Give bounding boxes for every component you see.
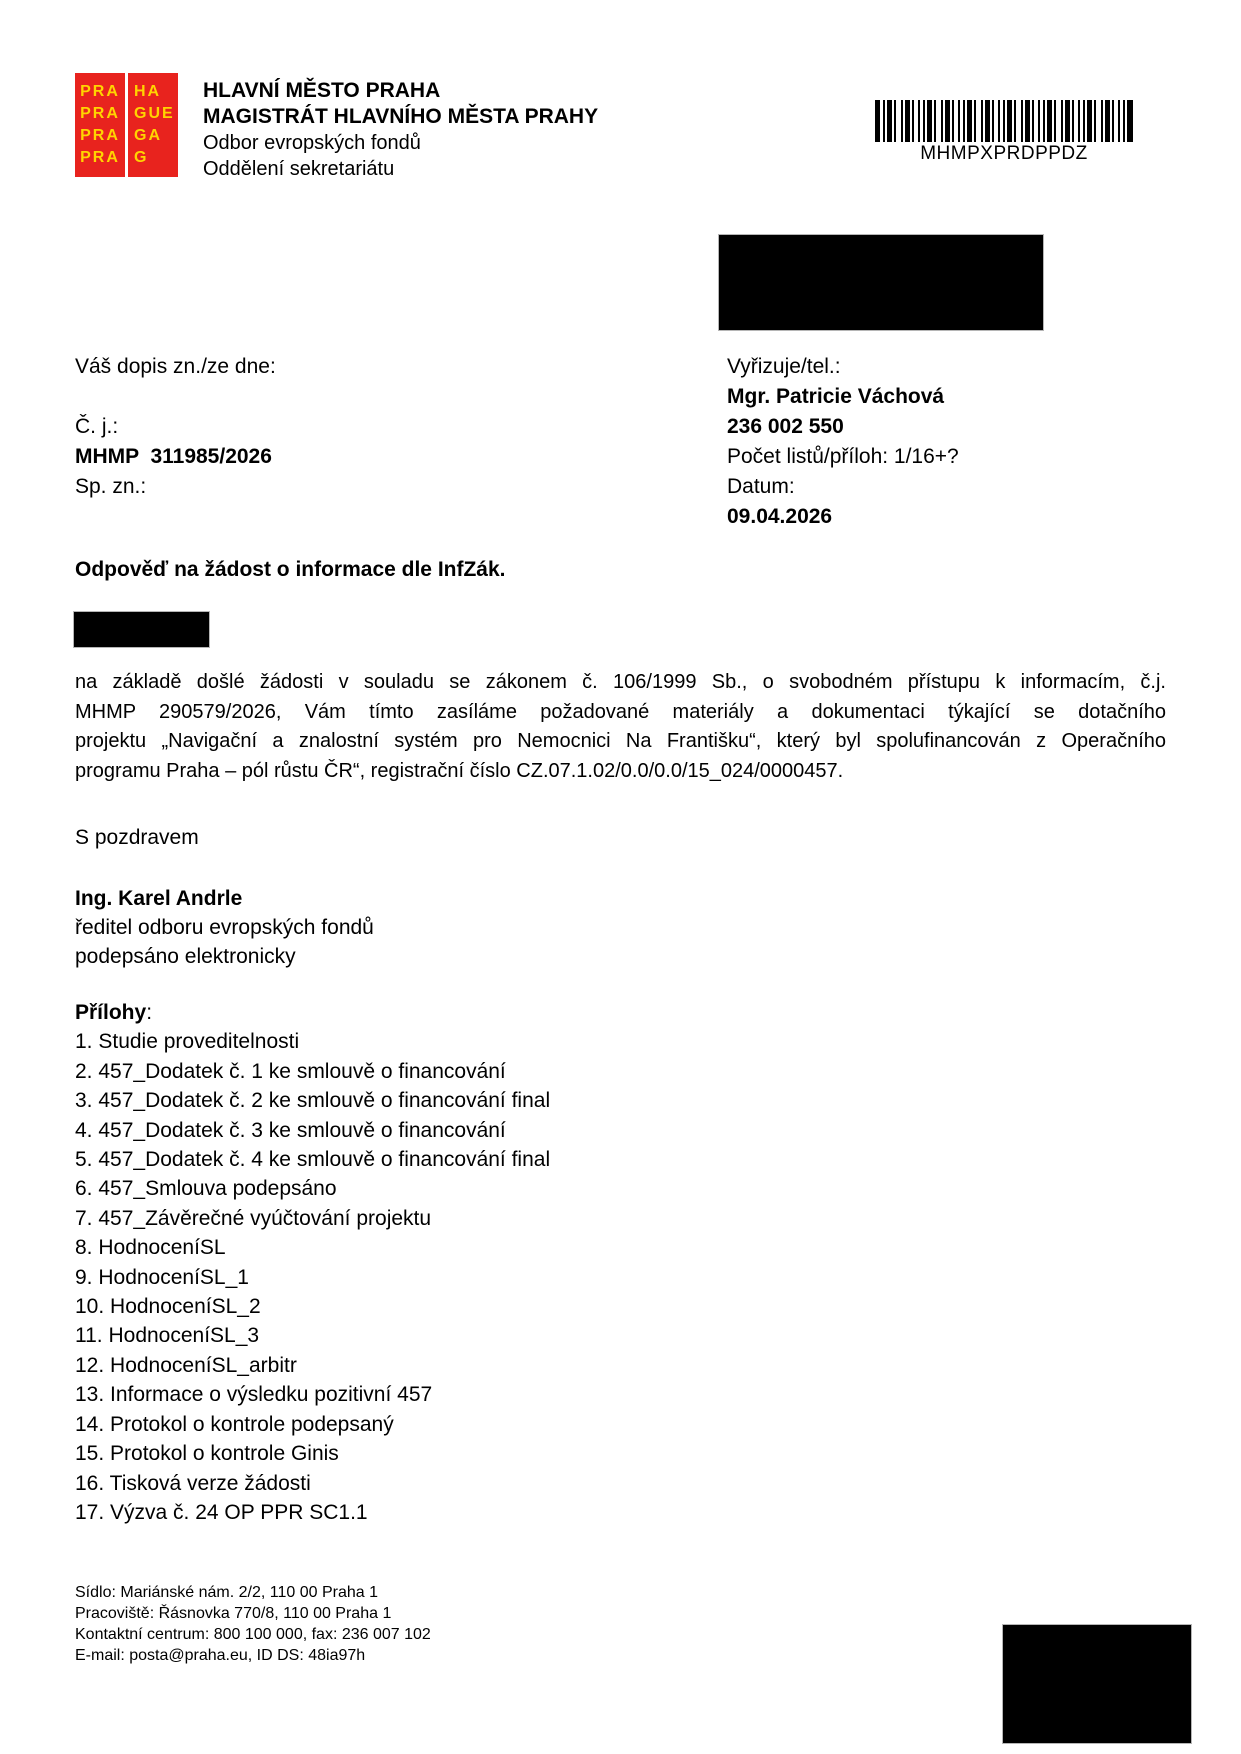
- logo-text-row: PRA: [80, 105, 120, 122]
- logo-text-row: G: [134, 149, 149, 166]
- attachment-item: 3. 457_Dodatek č. 2 ke smlouvě o financování final: [75, 1089, 551, 1113]
- attachment-item: 7. 457_Závěrečné vyúčtování projektu: [75, 1206, 432, 1230]
- barcode-text: MHMPXPRDPPDZ: [920, 143, 1088, 164]
- file-number-value: MHMP 311985/2026: [75, 445, 272, 468]
- handler-name: Mgr. Patricie Váchová: [727, 385, 945, 408]
- attachments-colon: :: [146, 1001, 153, 1024]
- praha-logo-icon: [75, 73, 178, 177]
- attachment-item: 13. Informace o výsledku pozitivní 457: [75, 1383, 433, 1407]
- attachment-item: 14. Protokol o kontrole podepsaný: [75, 1412, 394, 1436]
- redaction-salutation: [73, 611, 210, 648]
- attachment-item: 8. HodnoceníSL: [75, 1236, 226, 1260]
- footer-line-email: E-mail: posta@praha.eu, ID DS: 48ia97h: [75, 1647, 366, 1664]
- handler-phone: 236 002 550: [727, 415, 844, 438]
- signer-name: Ing. Karel Andrle: [75, 887, 243, 910]
- attachment-item: 11. HodnoceníSL_3: [75, 1324, 260, 1348]
- attachment-item: 2. 457_Dodatek č. 1 ke smlouvě o financování: [75, 1059, 506, 1083]
- attachments-heading: [75, 998, 550, 1027]
- barcode: [875, 100, 1133, 165]
- logo-text-row: PRA: [80, 127, 120, 144]
- signature-block: [75, 884, 374, 971]
- signer-title: ředitel odboru evropských fondů: [75, 916, 374, 939]
- attachment-item: 5. 457_Dodatek č. 4 ke smlouvě o financování final: [75, 1148, 551, 1172]
- body-paragraph-line: na základě došlé žádosti v souladu se zákonem č. 106/1999 Sb., o svobodném přístupu k informacím, č.j.: [75, 671, 1166, 693]
- praha-logo-right-column: [128, 73, 178, 177]
- subject-line: Odpověď na žádost o informace dle InfZák.: [75, 558, 506, 581]
- footer-line-workplace: Pracoviště: Řásnovka 770/8, 110 00 Praha 1: [75, 1605, 392, 1622]
- attachment-item: 6. 457_Smlouva podepsáno: [75, 1177, 337, 1201]
- closing-phrase: S pozdravem: [75, 826, 199, 849]
- redaction-signature-stamp: [1002, 1624, 1192, 1744]
- footer-line-contact: Kontaktní centrum: 800 100 000, fax: 236 007 102: [75, 1626, 431, 1643]
- barcode-image: [875, 100, 1133, 142]
- spacer: [75, 382, 276, 412]
- footer-line-seat: Sídlo: Mariánské nám. 2/2, 110 00 Praha 1: [75, 1584, 378, 1601]
- logo-text-row: PRA: [80, 83, 120, 100]
- body-paragraph-line: MHMP 290579/2026, Vám tímto zasíláme požadované materiály a dokumentaci týkající se dotačního: [75, 700, 1166, 723]
- letterhead: [203, 78, 598, 182]
- redaction-recipient-address: [718, 234, 1044, 331]
- attachment-item: 10. HodnoceníSL_2: [75, 1295, 261, 1319]
- praha-logo-left-column: [75, 73, 125, 177]
- reference-right-column: [727, 352, 959, 532]
- attachment-item: 1. Studie proveditelnosti: [75, 1030, 300, 1054]
- your-letter-label: Váš dopis zn./ze dne:: [75, 355, 276, 378]
- handler-label: Vyřizuje/tel.:: [727, 355, 841, 378]
- date-value: 09.04.2026: [727, 505, 833, 528]
- org-name-line-1: HLAVNÍ MĚSTO PRAHA: [203, 79, 441, 102]
- attachments-section: [75, 998, 550, 1527]
- reference-left-column: [75, 352, 276, 502]
- attachment-item: 16. Tisková verze žádosti: [75, 1471, 311, 1495]
- logo-text-row: PRA: [80, 149, 120, 166]
- attachments-label: Přílohy: [75, 1001, 147, 1024]
- logo-text-row: GA: [134, 127, 162, 144]
- logo-text-row: HA: [134, 83, 162, 100]
- attachment-item: 9. HodnoceníSL_1: [75, 1265, 249, 1289]
- footer-contact-block: [75, 1582, 431, 1666]
- date-label: Datum:: [727, 475, 795, 498]
- body-paragraph-line: programu Praha – pól růstu ČR“, registrační číslo CZ.07.1.02/0.0/0.0/15_024/0000457.: [75, 759, 844, 782]
- org-department-line: Odbor evropských fondů: [203, 132, 421, 154]
- attachment-item: 12. HodnoceníSL_arbitr: [75, 1353, 297, 1377]
- file-number-label: Č. j.:: [75, 415, 119, 438]
- org-unit-line: Oddělení sekretariátu: [203, 158, 395, 180]
- body-paragraph: [75, 668, 1166, 786]
- attachment-item: 17. Výzva č. 24 OP PPR SC1.1: [75, 1500, 368, 1524]
- attachment-item: 4. 457_Dodatek č. 3 ke smlouvě o financování: [75, 1118, 506, 1142]
- sp-zn-label: Sp. zn.:: [75, 475, 147, 498]
- org-name-line-2: MAGISTRÁT HLAVNÍHO MĚSTA PRAHY: [203, 105, 599, 128]
- attachment-item: 15. Protokol o kontrole Ginis: [75, 1442, 339, 1466]
- sheets-count: Počet listů/příloh: 1/16+?: [727, 445, 959, 468]
- body-paragraph-line: projektu „Navigační a znalostní systém pro Nemocnici Na Františku“, který byl spolufinancován z Operačního: [75, 730, 1166, 752]
- electronic-signature-note: podepsáno elektronicky: [75, 945, 296, 968]
- logo-text-row: GUE: [134, 105, 175, 122]
